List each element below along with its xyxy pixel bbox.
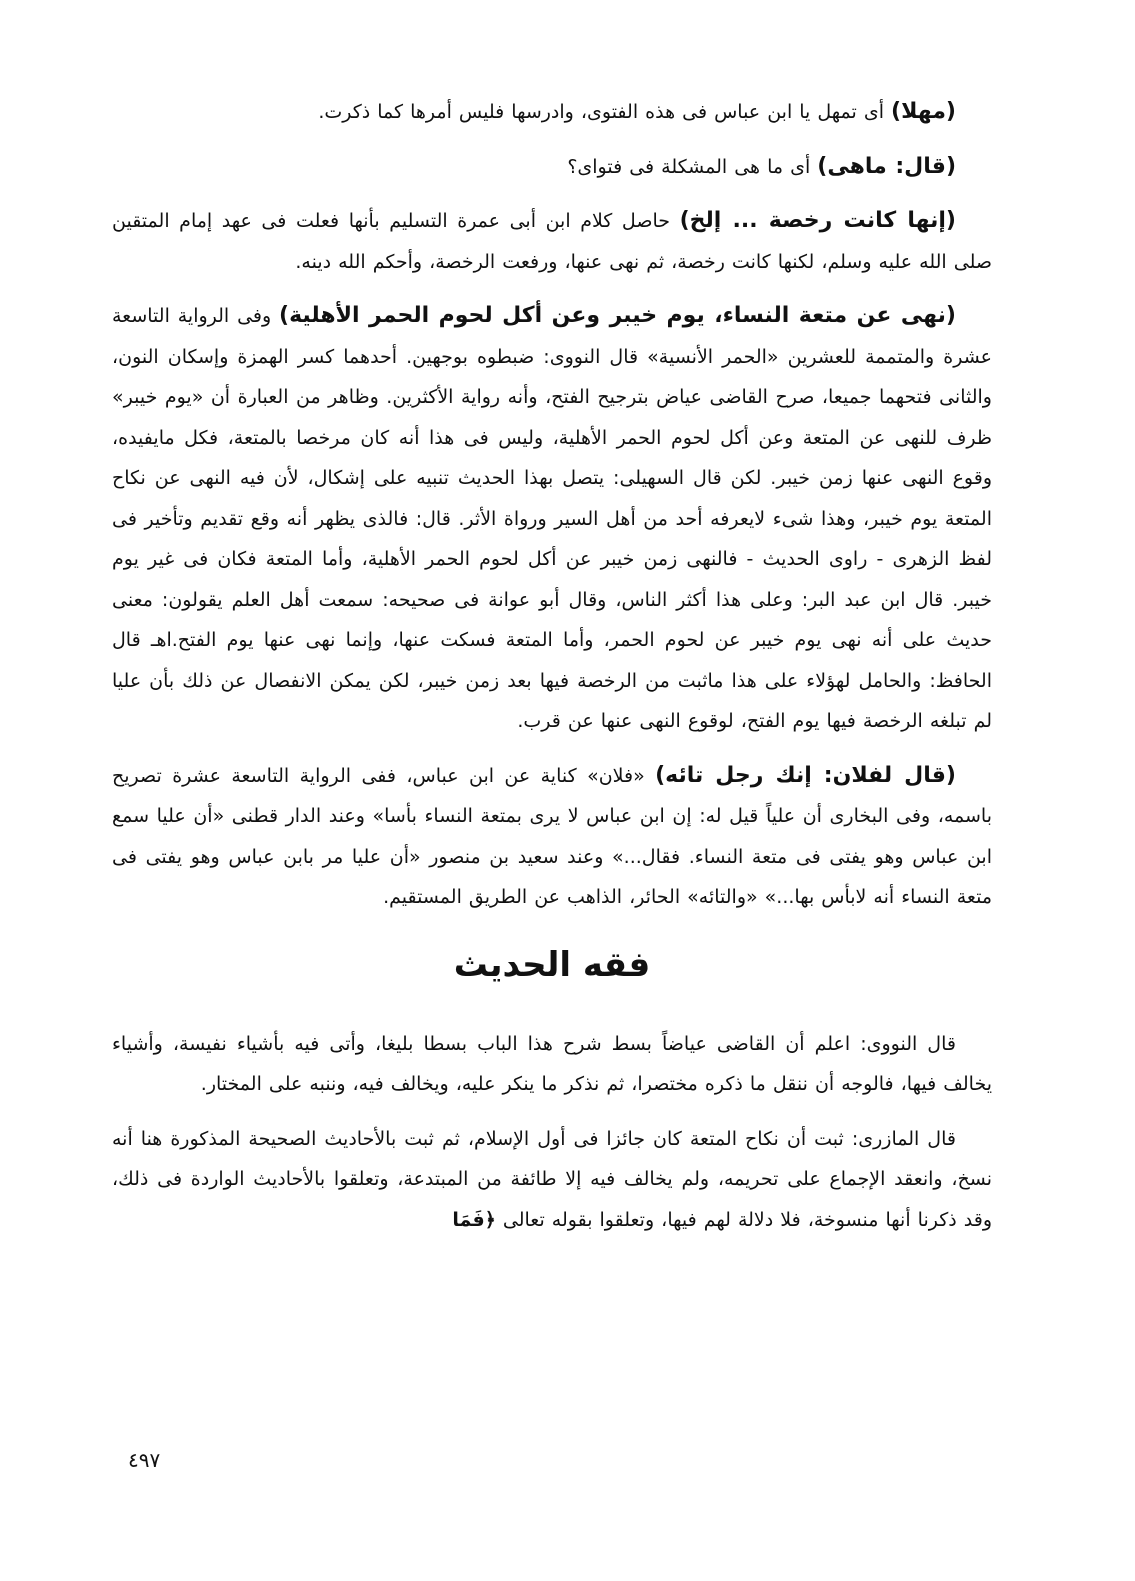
- quoted-phrase: (قال: ماهى): [817, 153, 956, 179]
- quoted-phrase: (إنها كانت رخصة ... إلخ): [679, 208, 956, 233]
- commentary-text: حاصل كلام ابن أبى عمرة التسليم بأنها فعلت فى عهد إمام المتقين صلى الله عليه وسلم، لكنها كانت رخصة، ثم نهى عنها، ورفعت الرخصة، وأحكم الله دينه.: [112, 210, 992, 273]
- commentary-text: أى تمهل يا ابن عباس فى هذه الفتوى، وادرسها فليس أمرها كما ذكرت.: [318, 101, 892, 123]
- body-paragraph: [112, 1024, 992, 1105]
- commentary-paragraph: [112, 92, 992, 133]
- body-text: قال المازرى: ثبت أن نكاح المتعة كان جائزا فى أول الإسلام، ثم ثبت بالأحاديث الصحيحة المذكورة هنا أنه نسخ، وانعقد الإجماع على تحريمه، ولم يخالف فيه إلا طائفة من المبتدعة، وتعلقوا بالأحاديث الواردة فى ذلك، وقد ذكرنا أنها منسوخة، فلا دلالة لهم فيها، وتعلقوا بقوله تعالى: [112, 1127, 992, 1231]
- commentary-text: أى ما هى المشكلة فى فتواى؟: [567, 155, 818, 178]
- body-paragraph: [112, 1119, 992, 1241]
- commentary-paragraph: [112, 296, 992, 742]
- quoted-phrase: (قال لفلان: إنك رجل تائه): [655, 762, 956, 788]
- page-number: ٤٩٧: [128, 1448, 161, 1472]
- section-heading: فقه الحديث: [453, 944, 651, 985]
- commentary-paragraph: [112, 201, 992, 282]
- body-text: قال النووى: اعلم أن القاضى عياضاً بسط شرح هذا الباب بسطا بليغا، وأتى فيه بأشياء نفيسة، وأشياء يخالف فيها، فالوجه أن ننقل ما ذكره مختصرا، ثم نذكر ما ينكر عليه، ويخالف فيه، وننبه على المختار.: [112, 1032, 992, 1095]
- commentary-text: وفى الرواية التاسعة عشرة والمتممة للعشرين «الحمر الأنسية» قال النووى: ضبطوه بوجهين. أحدهما كسر الهمزة وإسكان النون، والثانى فتحهما جميعا، صرح القاضى عياض بترجيح الفتح، وأنه رواية الأكثرين. وظاهر من العبارة أن «يوم خيبر» ظرف للنهى عن المتعة وعن أكل لحوم الحمر الأهلية، وليس فى هذا أنه كان مرخصا بالمتعة، فكل مايفيده، وقوع النهى عنها زمن خيبر. لكن قال السهيلى: يتصل بهذا الحديث تنبيه على إشكال، لأن فيه النهى عن نكاح المتعة يوم خيبر، وهذا شىء لايعرفه أحد من أهل السير ورواة الأثر. قال: فالذى يظهر أنه وقع تقديم وتأخير فى لفظ الزهرى - راوى الحديث - فالنهى زمن خيبر عن أكل لحوم الحمر الأهلية، وأما المتعة فكان فى غير يوم خيبر. قال ابن عبد البر: وعلى هذا أكثر الناس، وقال أبو عوانة فى صحيحه: سمعت أهل العلم يقولون: معنى حديث على أنه نهى يوم خيبر عن لحوم الحمر، وأما المتعة فسكت عنها، وإنما نهى عنها يوم الفتح.اهـ قال الحافظ: والحامل لهؤلاء على هذا ماثبت من الرخصة فيها بعد زمن خيبر، لكن يمكن الانفصال عن ذلك بأن عليا لم تبلغه الرخصة فيها يوم الفتح، لوقوع النهى عنها عن قرب.: [112, 305, 992, 732]
- quran-quote-start: ﴿فَمَا: [452, 1208, 496, 1231]
- quoted-phrase: (مهلا): [891, 99, 956, 124]
- quoted-phrase: (نهى عن متعة النساء، يوم خيبر وعن أكل لحوم الحمر الأهلية): [279, 303, 956, 328]
- commentary-text: «فلان» كناية عن ابن عباس، ففى الرواية التاسعة عشرة تصريح باسمه، وفى البخارى أن علياً قيل له: إن ابن عباس لا يرى بمتعة النساء بأسا» وعند الدار قطنى «أن عليا سمع ابن عباس وهو يفتى فى متعة النساء. فقال...» وعند سعيد بن منصور «أن عليا مر بابن عباس وهو يفتى فى متعة النساء أنه لابأس بها...» «والتائه» الحائر، الذاهب عن الطريق المستقيم.: [112, 764, 992, 908]
- commentary-paragraph: [112, 147, 992, 188]
- commentary-paragraph: [112, 756, 992, 918]
- document-page: [112, 92, 992, 1254]
